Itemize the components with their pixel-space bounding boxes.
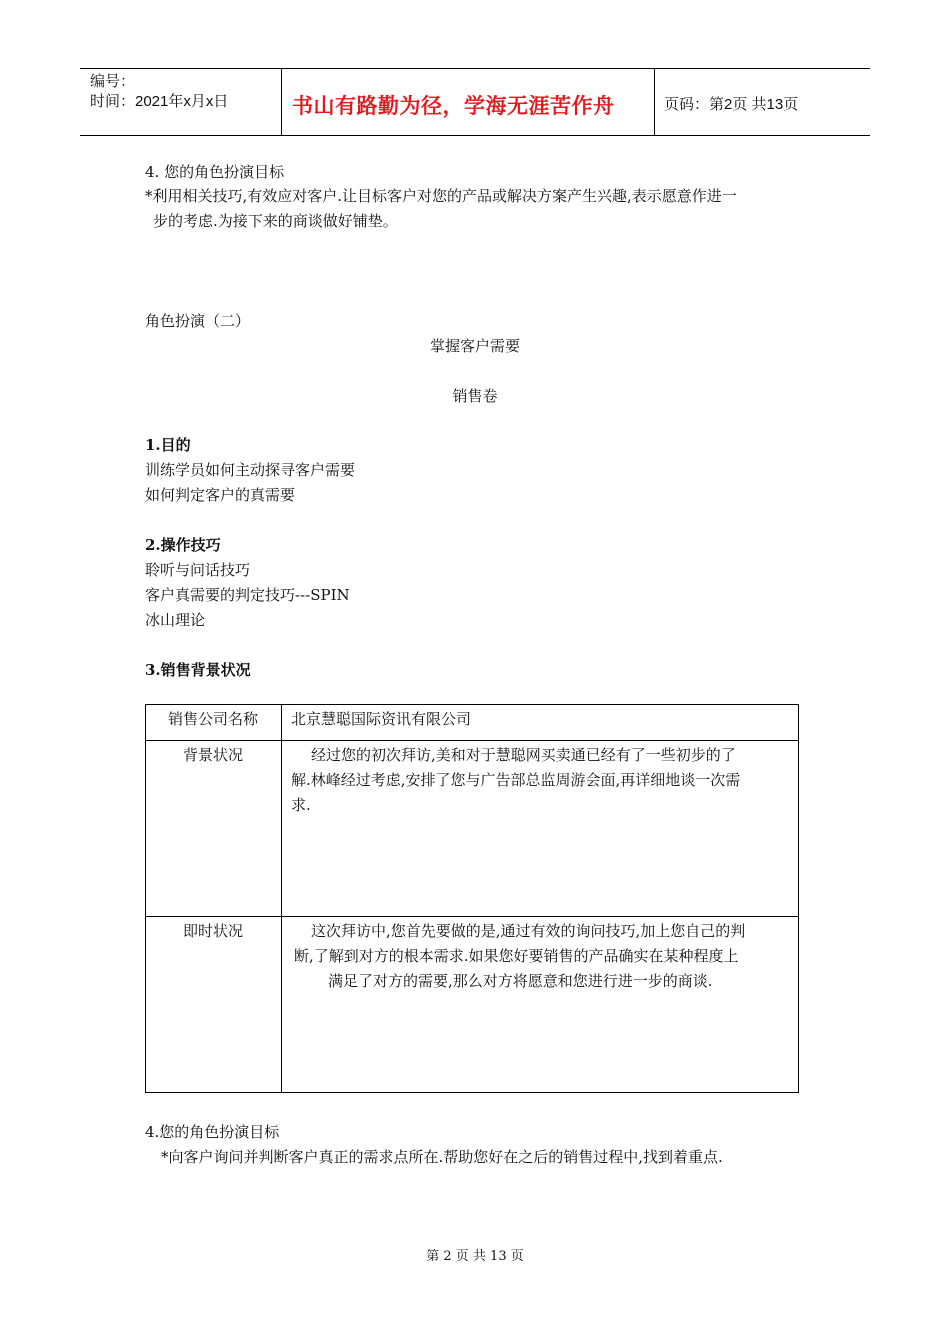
page-footer: 第 2 页 共 13 页	[426, 1249, 524, 1264]
table-label-background: 背景状况	[182, 746, 243, 764]
list-item: 如何判定客户的真需要	[145, 486, 296, 504]
table-rule	[145, 740, 799, 741]
goal-heading: 4.您的角色扮演目标	[145, 1123, 280, 1141]
table-value-line: 这次拜访中,您首先要做的是,通过有效的询问技巧,加上您自己的判	[311, 922, 746, 940]
header-number-label: 编号：	[90, 73, 136, 90]
header-divider-left	[281, 68, 282, 136]
header-motto: 书山有路勤为径，学海无涯苦作舟	[292, 95, 615, 118]
header-divider-right	[654, 68, 655, 136]
table-value-company: 北京慧聪国际资讯有限公司	[291, 710, 472, 728]
table-value-line: 经过您的初次拜访,美和对于慧聪网买卖通已经有了一些初步的了	[311, 746, 736, 764]
skills-heading: 2.操作技巧	[145, 536, 221, 554]
table-rule	[798, 704, 799, 1093]
table-value-line: 解.林峰经过考虑,安排了您与广告部总监周游会面,再详细地谈一次需	[291, 771, 741, 789]
table-label-current: 即时状况	[182, 922, 243, 940]
background-heading: 3.销售背景状况	[145, 661, 251, 679]
table-rule	[281, 704, 282, 1093]
role-play-title: 角色扮演（二）	[145, 312, 251, 330]
table-rule	[145, 704, 799, 705]
background-table	[145, 704, 799, 1093]
paragraph-line: 步的考虑.为接下来的商谈做好铺垫。	[153, 212, 398, 230]
goal-line: *向客户询问并判断客户真正的需求点所在.帮助您好在之后的销售过程中,找到着重点.	[161, 1148, 723, 1166]
role-play-subtitle: 掌握客户需要	[429, 337, 520, 355]
table-rule	[145, 1092, 799, 1093]
purpose-heading: 1.目的	[145, 436, 191, 454]
list-item: 冰山理论	[145, 611, 206, 629]
table-rule	[145, 916, 799, 917]
list-item: 聆听与问话技巧	[145, 561, 251, 579]
list-item: 客户真需要的判定技巧---SPIN	[145, 586, 350, 604]
table-value-line: 断,了解到对方的根本需求.如果您好要销售的产品确实在某种程度上	[294, 947, 739, 965]
paragraph-line: *利用相关技巧,有效应对客户.让目标客户对您的产品或解决方案产生兴趣,表示愿意作进一	[145, 187, 737, 205]
table-label-company: 销售公司名称	[167, 710, 258, 728]
header-top-rule	[80, 68, 870, 69]
header-bottom-rule	[80, 135, 870, 136]
header-page-label: 页码：第2页 共13页	[664, 96, 799, 113]
table-value-line: 求.	[291, 796, 311, 814]
paper-label: 销售卷	[452, 387, 498, 405]
header-time-label: 时间：2021年x月x日	[90, 93, 229, 110]
list-item: 训练学员如何主动探寻客户需要	[145, 461, 356, 479]
table-value-line: 满足了对方的需要,那么对方将愿意和您进行进一步的商谈.	[328, 972, 713, 990]
section-heading: 4. 您的角色扮演目标	[145, 163, 285, 181]
